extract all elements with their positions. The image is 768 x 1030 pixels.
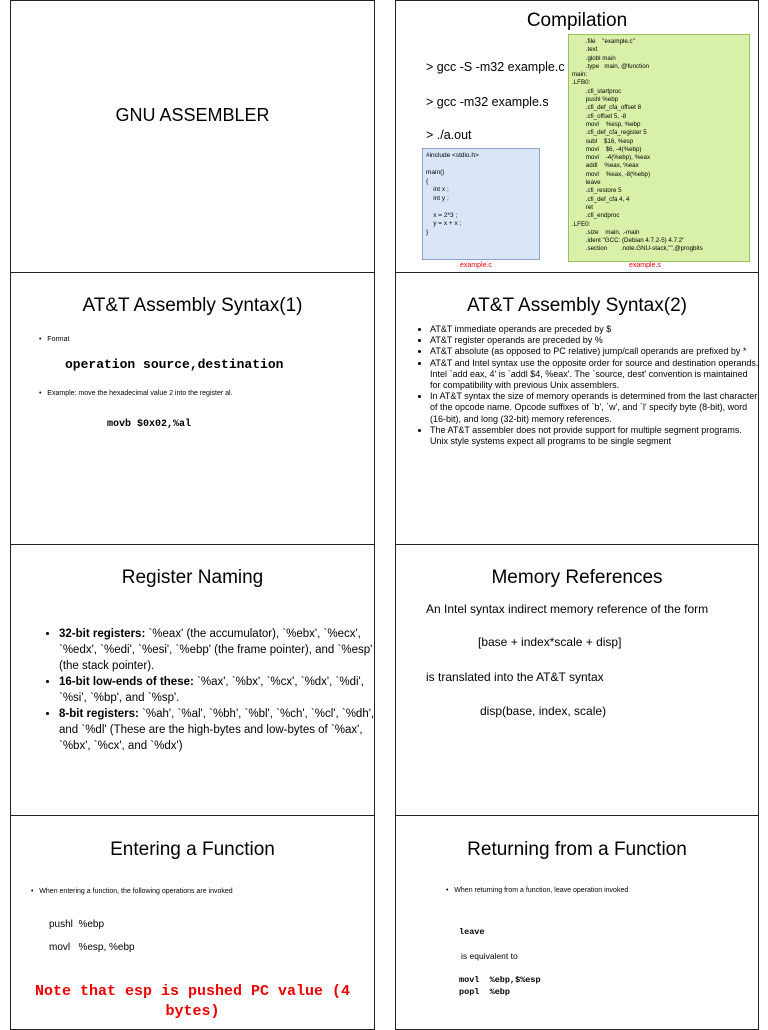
slide-att-syntax-1 (10, 272, 375, 545)
slide-title: GNU ASSEMBLER (115, 105, 270, 125)
list-item: • 8-bit registers: `%ah', `%al', `%bh', `%bl', `%ch', `%cl', `%dh', and `%dl' (These are the high-bytes and low-bytes of `%ax', `%bx', `%cx', and `%dx') (59, 706, 375, 754)
note-esp: Note that esp is pushed PC value (4 bytes) (34, 983, 351, 1020)
slide-returning-function (395, 815, 759, 1030)
memref-line-4: disp(base, index, scale) (480, 704, 607, 718)
list-item: • AT&T immediate operands are preceded by $ (430, 324, 759, 335)
memref-line-1: An Intel syntax indirect memory reference of the form (426, 602, 709, 616)
example-code: movb $0x02,%al (107, 419, 192, 430)
memref-line-2: [base + index*scale + disp] (478, 635, 622, 649)
syntax-format: operation source,destination (65, 357, 284, 372)
code-movl: movl %ebp,$%esp (459, 975, 541, 985)
command-3: > ./a.out (426, 128, 472, 142)
syntax-rules-list (416, 324, 759, 447)
slide-gnu-assembler (10, 0, 375, 273)
code-pushl: pushl %ebp (49, 919, 105, 930)
bullet-format: • Format (39, 336, 70, 343)
slide-title: Compilation (526, 10, 628, 31)
list-item: • AT&T absolute (as opposed to PC relative) jump/call operands are prefixed by * (430, 346, 759, 357)
slide-title: Memory References (491, 567, 663, 588)
slide-title: Register Naming (121, 567, 264, 588)
slide-title: AT&T Assembly Syntax(1) (82, 295, 303, 316)
c-source-box: #include <stdio.h> main() { int x ; int y ; x = 2*3 ; y = x + x ; } (422, 148, 540, 260)
list-item: • In AT&T syntax the size of memory operands is determined from the last character of the opcode name. Opcode suffixes of `b', `w', and `l' specify byte (8-bit), word (16-bit), and long (32-bit) memory references. (430, 391, 759, 425)
bullet-entering: • When entering a function, the following operations are invoked (31, 888, 233, 895)
slide-entering-function (10, 815, 375, 1030)
code-leave: leave (459, 927, 485, 937)
code-movl: movl %esp, %ebp (49, 942, 135, 953)
slide-title: AT&T Assembly Syntax(2) (467, 295, 687, 316)
list-item: • 16-bit low-ends of these: `%ax', `%bx', `%cx', `%dx', `%di', `%si', `%bp', and `%sp'. (59, 674, 375, 706)
asm-output-box: .file "example.c" .text .globl main .type main, @function main: .LFB0: .cfi_startproc pushl %ebp .cfi_def_cfa_offset 8 .cfi_offset 5, -8 movl %esp, %ebp .cfi_def_cfa_register 5 subl $16, %esp movl $6, -4(%ebp) movl -4(%ebp), %eax addl %eax, %eax movl %eax, -8(%ebp) leave .cfi_restore 5 .cfi_def_cfa 4, 4 ret .cfi_endproc .LFE0: .size main, .-main .ident "GCC: (Debian 4.7.2-5) 4.7.2" .section .note.GNU-stack,"",@progbits (568, 34, 750, 262)
register-list (33, 626, 375, 754)
slide-title: Entering a Function (110, 839, 275, 860)
slide-att-syntax-2 (395, 272, 759, 545)
command-1: > gcc -S -m32 example.c (426, 60, 565, 74)
equivalent-text: is equivalent to (461, 951, 518, 961)
bullet-example: • Example: move the hexadecimal value 2 into the register al. (39, 390, 233, 397)
code-popl: popl %ebp (459, 987, 511, 997)
memref-line-3: is translated into the AT&T syntax (426, 670, 604, 684)
c-caption: example.c (460, 262, 492, 269)
slide-memory-references (395, 544, 759, 816)
list-item: • AT&T and Intel syntax use the opposite order for source and destination operands. Intel `add eax, 4' is `addl $4, %eax'. The `source, dest' convention is maintained for compatibility with previous Unix assemblers. (430, 358, 759, 392)
slide-title: Returning from a Function (467, 839, 687, 860)
command-2: > gcc -m32 example.s (426, 95, 549, 109)
list-item: • 32-bit registers: `%eax' (the accumulator), `%ebx', `%ecx', `%edx', `%edi', `%esi', `%ebp' (the frame pointer), and `%esp' (the stack pointer). (59, 626, 375, 674)
slide-compilation (395, 0, 759, 273)
asm-caption: example.s (629, 262, 661, 269)
bullet-returning: • When returning from a function, leave operation invoked (446, 887, 629, 894)
slide-register-naming (10, 544, 375, 816)
list-item: • The AT&T assembler does not provide support for multiple segment programs. Unix style systems expect all programs to be single segment (430, 425, 759, 447)
list-item: • AT&T register operands are preceded by % (430, 335, 759, 346)
